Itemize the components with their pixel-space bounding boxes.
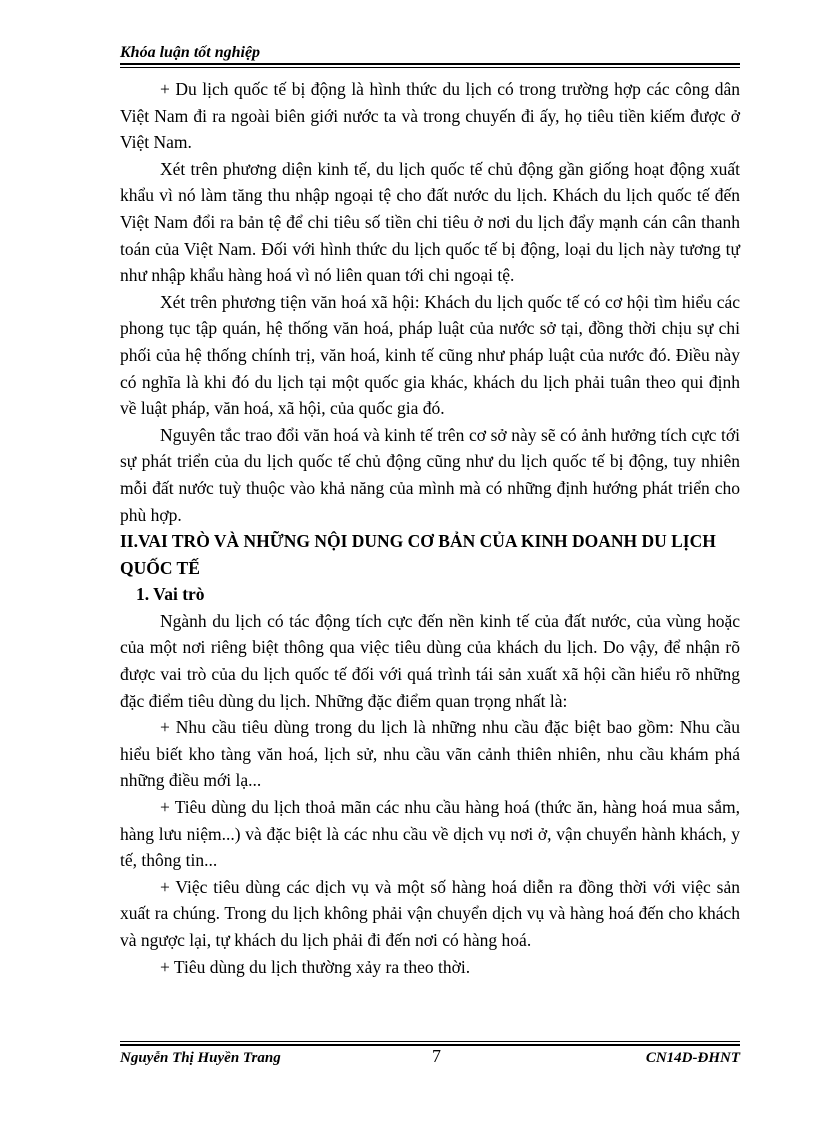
footer-class-code: CN14D-ĐHNT: [645, 1050, 740, 1066]
subsection-heading: 1. Vai trò: [136, 584, 205, 605]
page-number: 7: [432, 1046, 441, 1066]
paragraph: + Việc tiêu dùng các dịch vụ và một số hàng hoá diễn ra đồng thời với việc sản xuất ra chúng. Trong du lịch không phải vận chuyển dịch vụ và hàng hoá đến cho khách và ngược lại, tự khách du lịch phải đi đến nơi có hàng hoá.: [120, 876, 740, 950]
section-heading: II.VAI TRÒ VÀ NHỮNG NỘI DUNG CƠ BẢN CỦA KINH DOANH DU LỊCH QUỐC TẾ: [120, 531, 716, 578]
footer-divider-thin: [120, 1041, 740, 1042]
paragraph: Xét trên phương tiện văn hoá xã hội: Khách du lịch quốc tế có cơ hội tìm hiểu các phong tục tập quán, hệ thống văn hoá, pháp luật của nước sở tại, đồng thời chịu sự chi phối của hệ thống chính trị, văn hoá, kinh tế cũng như pháp luật của nước đó. Điều này có nghĩa là khi đó du lịch tại một quốc gia khác, khách du lịch phải tuân theo qui định về luật pháp, văn hoá, xã hội, của quốc gia đó.: [120, 291, 740, 419]
footer-author: Nguyễn Thị Huyền Trang: [120, 1050, 281, 1066]
paragraph: + Nhu cầu tiêu dùng trong du lịch là những nhu cầu đặc biệt bao gồm: Nhu cầu hiểu biết kho tàng văn hoá, lịch sử, nhu cầu vãn cảnh thiên nhiên, nhu cầu khám phá những điều mới lạ...: [120, 717, 740, 791]
header-divider: [120, 63, 740, 65]
header-title: Khóa luận tốt nghiệp: [120, 44, 261, 61]
paragraph: Nguyên tắc trao đổi văn hoá và kinh tế trên cơ sở này sẽ có ảnh hưởng tích cực tới sự phát triển của du lịch quốc tế chủ động cũng như du lịch quốc tế bị động, tuy nhiên mỗi đất nước tuỳ thuộc vào khả năng của mình mà có những định hướng phát triển cho phù hợp.: [120, 424, 740, 525]
paragraph: + Tiêu dùng du lịch thoả mãn các nhu cầu hàng hoá (thức ăn, hàng hoá mua sắm, hàng lưu niệm...) và đặc biệt là các nhu cầu về dịch vụ nơi ở, vận chuyển hành khách, y tế, thông tin...: [120, 797, 740, 871]
paragraph: + Tiêu dùng du lịch thường xảy ra theo thời.: [160, 956, 471, 977]
header-divider-thin: [120, 67, 740, 68]
paragraph: Ngành du lịch có tác động tích cực đến nền kinh tế của đất nước, của vùng hoặc của một nơi riêng biệt thông qua việc tiêu dùng của khách du lịch. Do vậy, để nhận rõ được vai trò của du lịch quốc tế đối với quá trình tái sản xuất xã hội cần hiểu rõ những đặc điểm tiêu dùng du lịch. Những đặc điểm quan trọng nhất là:: [120, 610, 740, 711]
page-header: [120, 40, 740, 64]
page-footer: [120, 1046, 740, 1070]
page-content: [120, 76, 740, 980]
paragraph: Xét trên phương diện kinh tế, du lịch quốc tế chủ động gần giống hoạt động xuất khẩu vì nó làm tăng thu nhập ngoại tệ cho đất nước du lịch. Khách du lịch quốc tế đến Việt Nam đổi ra bản tệ để chi tiêu số tiền chi tiêu ở nơi du lịch đẩy mạnh cán cân thanh toán của Việt Nam. Đối với hình thức du lịch quốc tế bị động, loại du lịch này tương tự như nhập khẩu hàng hoá vì nó liên quan tới chi ngoại tệ.: [120, 158, 740, 286]
paragraph: + Du lịch quốc tế bị động là hình thức du lịch có trong trường hợp các công dân Việt Nam đi ra ngoài biên giới nước ta và trong chuyến đi ấy, họ tiêu tiền kiếm được ở Việt Nam.: [120, 79, 740, 153]
